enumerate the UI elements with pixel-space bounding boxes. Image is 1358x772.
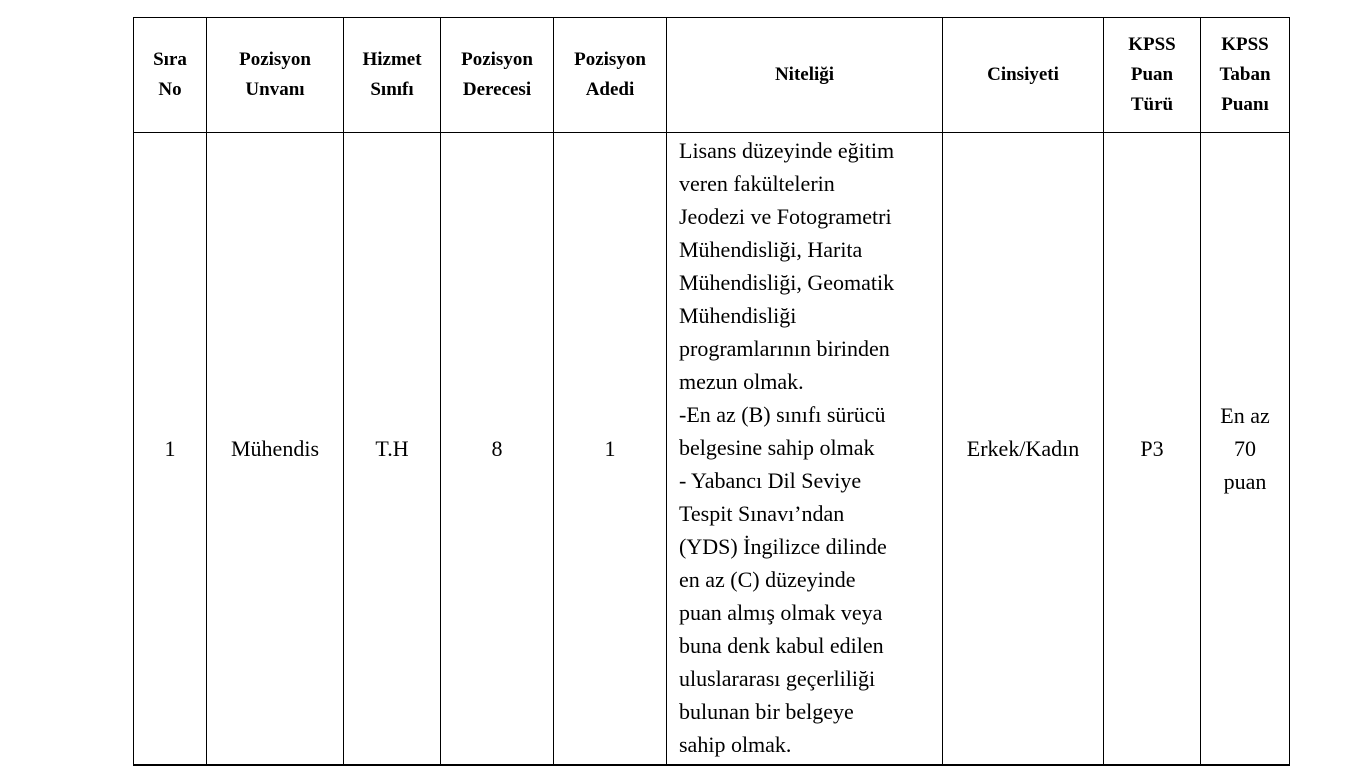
header-line: Sıra [153, 49, 187, 70]
qualification-line: belgesine sahip olmak [679, 435, 875, 460]
qualification-line: uluslararası geçerliliği [679, 666, 876, 691]
cell-pozisyon-unvani: Mühendis [207, 133, 344, 766]
header-line: Hizmet [362, 49, 422, 70]
cell-hizmet-sinifi: T.H [344, 133, 441, 766]
header-line: Adedi [585, 79, 635, 100]
qualification-line: programlarının birinden [679, 336, 890, 361]
header-line: KPSS [1128, 34, 1176, 55]
header-line: Taban [1219, 64, 1271, 85]
cell-sira-no: 1 [134, 133, 207, 766]
qualification-line: Lisans düzeyinde eğitim [679, 138, 895, 163]
header-line: Sınıfı [370, 79, 414, 100]
header-pozisyon-unvani [207, 18, 344, 133]
header-line: Pozisyon [239, 49, 311, 70]
taban-puani-line: En az [1220, 403, 1270, 428]
qualification-line: veren fakültelerin [679, 171, 835, 196]
taban-puani-line: 70 [1234, 436, 1256, 461]
qualification-line: -En az (B) sınıfı sürücü [679, 402, 886, 427]
qualification-line: Mühendisliği [679, 303, 797, 328]
header-line: Puan [1130, 64, 1174, 85]
cell-pozisyon-derecesi: 8 [441, 133, 554, 766]
qualification-line: bulunan bir belgeye [679, 699, 854, 724]
qualification-line: (YDS) İngilizce dilinde [679, 534, 887, 559]
header-sira-no [134, 18, 207, 133]
qualification-line: mezun olmak. [679, 369, 804, 394]
header-line: KPSS [1221, 34, 1269, 55]
qualification-line: puan almış olmak veya [679, 600, 883, 625]
header-kpss-puan-turu [1104, 18, 1201, 133]
position-table [133, 17, 1290, 766]
table-row [134, 133, 1290, 766]
header-pozisyon-derecesi [441, 18, 554, 133]
header-line: Pozisyon [461, 49, 533, 70]
qualification-line: - Yabancı Dil Seviye [679, 468, 862, 493]
qualification-line: Mühendisliği, Geomatik [679, 270, 895, 295]
cell-niteligi [667, 133, 943, 766]
cell-pozisyon-adedi: 1 [554, 133, 667, 766]
header-line: Derecesi [462, 79, 532, 100]
qualification-line: en az (C) düzeyinde [679, 567, 856, 592]
qualification-line: Jeodezi ve Fotogrametri [679, 204, 892, 229]
qualification-line: Mühendisliği, Harita [679, 237, 863, 262]
header-line: Pozisyon [574, 49, 646, 70]
header-line: Cinsiyeti [987, 64, 1059, 85]
cell-kpss-puan-turu: P3 [1104, 133, 1201, 766]
header-line: Unvanı [245, 79, 305, 100]
header-pozisyon-adedi [554, 18, 667, 133]
header-line: Puanı [1221, 94, 1269, 115]
header-line: No [158, 79, 182, 100]
header-cinsiyeti [943, 18, 1104, 133]
header-line: Türü [1130, 94, 1174, 115]
header-hizmet-sinifi [344, 18, 441, 133]
header-row [134, 18, 1290, 133]
qualification-line: buna denk kabul edilen [679, 633, 884, 658]
qualification-line: Tespit Sınavı’ndan [679, 501, 845, 526]
header-kpss-taban-puani [1201, 18, 1290, 133]
header-line: Niteliği [774, 64, 835, 85]
header-niteligi [667, 18, 943, 133]
taban-puani-line: puan [1223, 469, 1267, 494]
qualification-line: sahip olmak. [679, 732, 792, 757]
cell-cinsiyeti: Erkek/Kadın [943, 133, 1104, 766]
cell-kpss-taban-puani [1201, 133, 1290, 766]
